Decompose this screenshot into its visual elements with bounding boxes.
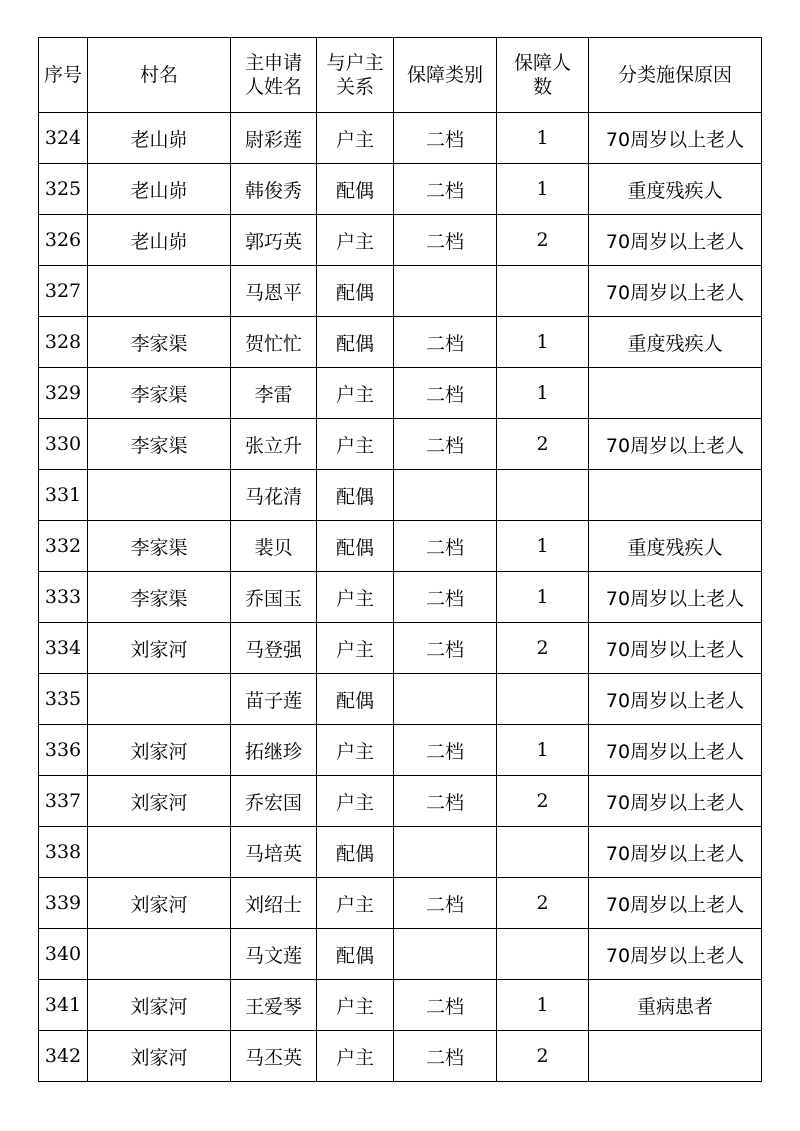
cell-village: 老山峁 (88, 215, 231, 266)
table-row (39, 419, 762, 470)
cell-reason: 70周岁以上老人 (589, 266, 762, 317)
cell-relation: 户主 (317, 1031, 394, 1082)
cell-index: 324 (39, 113, 88, 164)
cell-village (88, 674, 231, 725)
cell-applicant: 拓继珍 (231, 725, 317, 776)
cell-relation: 配偶 (317, 317, 394, 368)
cell-relation: 配偶 (317, 521, 394, 572)
table-row (39, 317, 762, 368)
cell-index: 335 (39, 674, 88, 725)
cell-count: 1 (497, 113, 589, 164)
cell-category: 二档 (394, 419, 497, 470)
cell-count (497, 827, 589, 878)
cell-applicant: 李雷 (231, 368, 317, 419)
cell-village: 李家渠 (88, 368, 231, 419)
cell-applicant: 裴贝 (231, 521, 317, 572)
header-applicant: 主申请人姓名 (231, 38, 317, 113)
cell-village: 刘家河 (88, 623, 231, 674)
cell-village: 李家渠 (88, 419, 231, 470)
cell-reason: 70周岁以上老人 (589, 572, 762, 623)
cell-category: 二档 (394, 368, 497, 419)
cell-relation: 户主 (317, 623, 394, 674)
cell-applicant: 马花清 (231, 470, 317, 521)
cell-applicant: 贺忙忙 (231, 317, 317, 368)
cell-category: 二档 (394, 572, 497, 623)
cell-count: 1 (497, 725, 589, 776)
table-row (39, 1031, 762, 1082)
cell-category: 二档 (394, 317, 497, 368)
table-row (39, 878, 762, 929)
cell-count: 1 (497, 521, 589, 572)
cell-index: 333 (39, 572, 88, 623)
cell-village: 刘家河 (88, 725, 231, 776)
cell-index: 329 (39, 368, 88, 419)
cell-applicant: 马培英 (231, 827, 317, 878)
cell-index: 327 (39, 266, 88, 317)
header-relation: 与户主关系 (317, 38, 394, 113)
cell-relation: 户主 (317, 776, 394, 827)
cell-applicant: 郭巧英 (231, 215, 317, 266)
cell-count (497, 266, 589, 317)
cell-category (394, 674, 497, 725)
cell-category: 二档 (394, 878, 497, 929)
cell-index: 341 (39, 980, 88, 1031)
cell-relation: 配偶 (317, 164, 394, 215)
cell-count: 2 (497, 215, 589, 266)
cell-village: 刘家河 (88, 1031, 231, 1082)
cell-reason: 70周岁以上老人 (589, 623, 762, 674)
cell-applicant: 韩俊秀 (231, 164, 317, 215)
cell-category (394, 266, 497, 317)
cell-village: 李家渠 (88, 521, 231, 572)
cell-reason: 重度残疾人 (589, 164, 762, 215)
roster-table (38, 37, 762, 1082)
cell-reason: 70周岁以上老人 (589, 113, 762, 164)
cell-relation: 配偶 (317, 929, 394, 980)
cell-reason: 70周岁以上老人 (589, 215, 762, 266)
cell-index: 332 (39, 521, 88, 572)
cell-applicant: 马文莲 (231, 929, 317, 980)
cell-applicant: 张立升 (231, 419, 317, 470)
table-row (39, 929, 762, 980)
cell-applicant: 乔宏国 (231, 776, 317, 827)
cell-index: 334 (39, 623, 88, 674)
table-row (39, 215, 762, 266)
cell-category (394, 470, 497, 521)
cell-relation: 户主 (317, 878, 394, 929)
cell-count: 2 (497, 623, 589, 674)
cell-category: 二档 (394, 1031, 497, 1082)
table-row (39, 266, 762, 317)
cell-category: 二档 (394, 980, 497, 1031)
cell-relation: 配偶 (317, 674, 394, 725)
cell-count (497, 674, 589, 725)
cell-reason: 70周岁以上老人 (589, 827, 762, 878)
cell-reason: 重度残疾人 (589, 317, 762, 368)
cell-reason: 重度残疾人 (589, 521, 762, 572)
cell-count (497, 470, 589, 521)
header-reason: 分类施保原因 (589, 38, 762, 113)
cell-reason (589, 368, 762, 419)
cell-applicant: 尉彩莲 (231, 113, 317, 164)
cell-village: 老山峁 (88, 113, 231, 164)
cell-village (88, 929, 231, 980)
table-row (39, 827, 762, 878)
cell-count: 2 (497, 878, 589, 929)
table-row (39, 368, 762, 419)
cell-applicant: 乔国玉 (231, 572, 317, 623)
cell-reason: 70周岁以上老人 (589, 776, 762, 827)
table-row (39, 980, 762, 1031)
cell-index: 339 (39, 878, 88, 929)
cell-category: 二档 (394, 164, 497, 215)
cell-index: 340 (39, 929, 88, 980)
cell-applicant: 马丕英 (231, 1031, 317, 1082)
cell-applicant: 马登强 (231, 623, 317, 674)
cell-category: 二档 (394, 725, 497, 776)
cell-category (394, 827, 497, 878)
cell-village: 刘家河 (88, 878, 231, 929)
cell-reason: 70周岁以上老人 (589, 929, 762, 980)
cell-index: 330 (39, 419, 88, 470)
cell-relation: 配偶 (317, 470, 394, 521)
table-row (39, 776, 762, 827)
cell-index: 342 (39, 1031, 88, 1082)
cell-reason: 重病患者 (589, 980, 762, 1031)
cell-count: 1 (497, 572, 589, 623)
cell-reason (589, 470, 762, 521)
cell-village (88, 827, 231, 878)
cell-relation: 户主 (317, 572, 394, 623)
cell-village: 李家渠 (88, 317, 231, 368)
cell-relation: 户主 (317, 215, 394, 266)
cell-village: 老山峁 (88, 164, 231, 215)
cell-index: 338 (39, 827, 88, 878)
cell-index: 336 (39, 725, 88, 776)
cell-relation: 户主 (317, 113, 394, 164)
cell-category: 二档 (394, 113, 497, 164)
cell-village (88, 266, 231, 317)
cell-applicant: 苗子莲 (231, 674, 317, 725)
cell-village (88, 470, 231, 521)
cell-index: 337 (39, 776, 88, 827)
header-category: 保障类别 (394, 38, 497, 113)
cell-index: 326 (39, 215, 88, 266)
cell-applicant: 王爱琴 (231, 980, 317, 1031)
cell-village: 刘家河 (88, 980, 231, 1031)
table-row (39, 623, 762, 674)
cell-category: 二档 (394, 215, 497, 266)
header-count: 保障人数 (497, 38, 589, 113)
cell-index: 331 (39, 470, 88, 521)
cell-category: 二档 (394, 776, 497, 827)
cell-count: 1 (497, 980, 589, 1031)
cell-count: 2 (497, 419, 589, 470)
cell-category: 二档 (394, 623, 497, 674)
table-row (39, 470, 762, 521)
cell-applicant: 刘绍士 (231, 878, 317, 929)
cell-relation: 户主 (317, 725, 394, 776)
cell-reason: 70周岁以上老人 (589, 674, 762, 725)
cell-index: 328 (39, 317, 88, 368)
cell-index: 325 (39, 164, 88, 215)
cell-category (394, 929, 497, 980)
cell-count: 1 (497, 368, 589, 419)
cell-reason: 70周岁以上老人 (589, 419, 762, 470)
cell-reason (589, 1031, 762, 1082)
table-row (39, 521, 762, 572)
table-row (39, 725, 762, 776)
header-index: 序号 (39, 38, 88, 113)
table-row (39, 113, 762, 164)
cell-category: 二档 (394, 521, 497, 572)
table-row (39, 674, 762, 725)
cell-count (497, 929, 589, 980)
table-row (39, 572, 762, 623)
header-village: 村名 (88, 38, 231, 113)
header-row (39, 38, 762, 113)
cell-relation: 户主 (317, 368, 394, 419)
cell-relation: 户主 (317, 419, 394, 470)
cell-relation: 户主 (317, 980, 394, 1031)
cell-count: 1 (497, 164, 589, 215)
cell-count: 2 (497, 1031, 589, 1082)
cell-relation: 配偶 (317, 266, 394, 317)
cell-count: 1 (497, 317, 589, 368)
table-row (39, 164, 762, 215)
cell-relation: 配偶 (317, 827, 394, 878)
cell-village: 李家渠 (88, 572, 231, 623)
cell-village: 刘家河 (88, 776, 231, 827)
cell-reason: 70周岁以上老人 (589, 725, 762, 776)
cell-applicant: 马恩平 (231, 266, 317, 317)
cell-reason: 70周岁以上老人 (589, 878, 762, 929)
cell-count: 2 (497, 776, 589, 827)
